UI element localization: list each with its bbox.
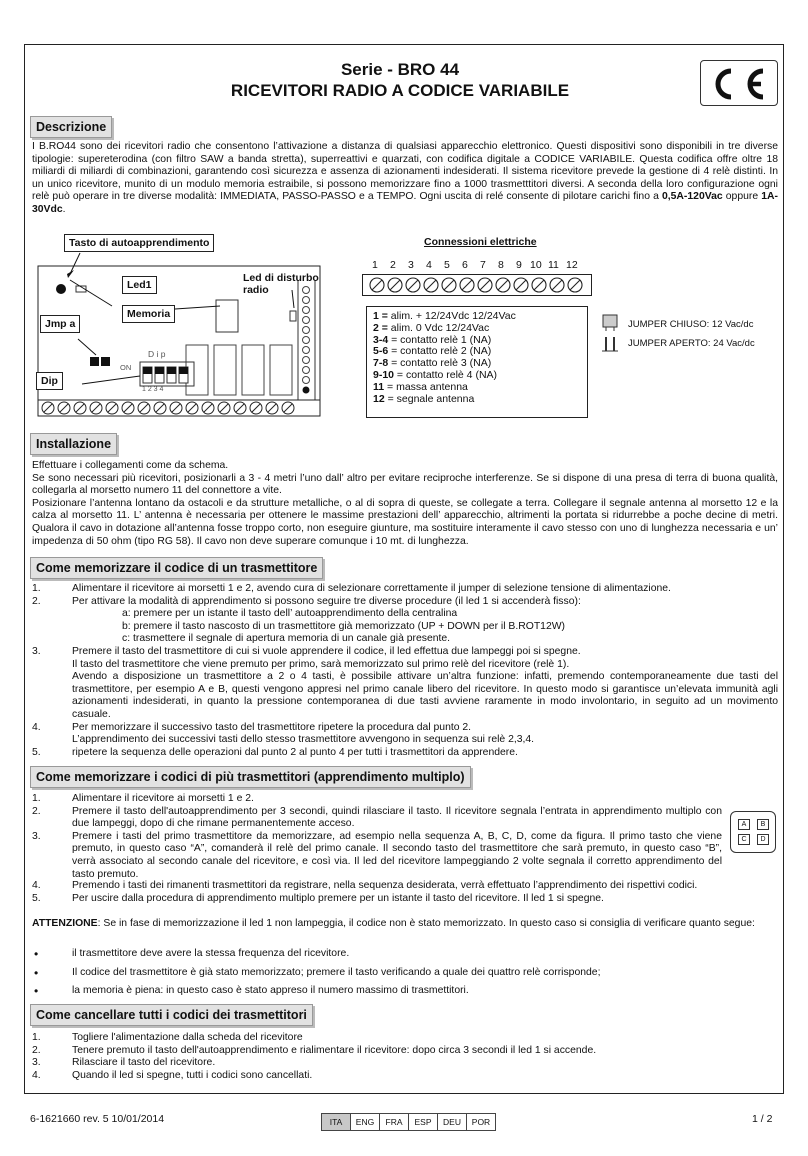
legend-row: 11 = massa antenna	[373, 380, 468, 393]
store-multiple-steps-end: 4. Premendo i tasti dei rimanenti trasmettitori da registrare, nella sequenza desiderata, verrà effettuato l’apprendimento dei rispettivi codici. 5. Per uscire dalla procedura di apprendimento multiplo premere per un istante il tasto del ricevitore. Il led 1 si spegne.	[32, 880, 698, 904]
delete-step: 3. Rilasciare il tasto del ricevitore.	[32, 1057, 216, 1069]
dip-on-label: ON	[120, 363, 132, 372]
section-heading-store-multiple: Come memorizzare i codici di più trasmettitori (apprendimento multiplo)	[30, 766, 471, 788]
terminal-number: 11	[548, 259, 559, 271]
dip-caption: D i p	[148, 349, 166, 359]
terminal-number: 4	[426, 259, 432, 271]
callout-led1: Led1	[122, 276, 157, 294]
legend-row: 12 = segnale antenna	[373, 392, 475, 405]
remote-key-a: A	[738, 819, 750, 830]
page-title: RICEVITORI RADIO A CODICE VARIABILE	[230, 81, 570, 100]
terminal-number: 10	[530, 259, 542, 271]
terminal-number: 12	[566, 259, 578, 271]
section-heading-store-single: Come memorizzare il codice di un trasmettitore	[30, 557, 323, 579]
ce-mark-logo	[700, 60, 778, 106]
dip-numbers: 1 2 3 4	[142, 386, 164, 393]
terminal-number: 2	[390, 259, 396, 271]
terminal-number: 5	[444, 259, 450, 271]
jumper-closed-note: JUMPER CHIUSO: 12 Vac/dc	[628, 319, 754, 330]
delete-step: 2. Tenere premuto il tasto dell'autoapprendimento e rialimentare il ricevitore: dopo circa 3 secondi il led 1 si accende.	[32, 1044, 597, 1056]
callout-memory: Memoria	[122, 305, 175, 323]
terminal-number: 1	[372, 259, 378, 271]
terminal-number: 7	[480, 259, 486, 271]
checklist-item: • il trasmettitore deve avere la stessa frequenza del ricevitore.	[34, 947, 350, 961]
legend-row: 1 = alim. + 12/24Vdc 12/24Vac	[373, 310, 516, 322]
store-single-steps: 1. Alimentare il ricevitore ai morsetti 1 e 2, avendo cura di selezionare correttamente il jumper di selezione tensione di alimentazione. 2. Per attivare la modalità di apprendimento si possono seguire tre diverse procedure (il led 1 si accenderà fisso): a: premere per un istante il tasto dell’ autoapprendimento della centralina b: premere il tasto nascosto di un trasmettitore già memorizzato (UP + DOWN per il B.ROT12W) c: trasmettere il segnale di apertura memoria di un canale già presente. 3. Premere il tasto del trasmettitore di cui si vuole apprendere il codice, il led effettua due lampeggi poi si spegne. Il tasto del trasmettitore che viene premuto per primo, sarà memorizzato sul primo relè del ricevitore (relè 1). Avendo a disposizione un trasmettitore a 2 o 4 tasti, è possibile attivare un’altra funzione: infatti, premendo contemporaneamente due tasti del trasmettitore, per esempio A e B, questi vengono appresi nel primo canale libero del ricevitore. In questo modo si garantisce un’elevata immunità agli azionamenti indesiderati, in quanto la pressione contemporanea di due tasti avviene raramente in modo involontario, in seguito ad un movimento casuale. 4. Per memorizzare il successivo tasto del trasmettitore ripetere la procedura dal punto 2. L’apprendimento dei successivi tasti dello stesso trasmettitore avvengono in sequenza sui relè 2,3,4. 5. ripetere la sequenza delle operazioni dal punto 2 al punto 4 per tutti i trasmettitori da apprendere.	[32, 583, 778, 758]
checklist-item: • Il codice del trasmettitore è già stato memorizzato; premere il tasto verificando a quale dei quattro relè corrisponde;	[34, 965, 601, 980]
legend-row: 5-6 = contatto relè 2 (NA)	[373, 345, 492, 358]
language-tab-por[interactable]: POR	[466, 1113, 496, 1131]
legend-row: 7-8 = contatto relè 3 (NA)	[373, 357, 492, 370]
terminal-block	[362, 274, 592, 296]
connections-heading: Connessioni elettriche	[424, 236, 537, 248]
bullet-icon: •	[34, 947, 39, 961]
section-heading-delete-all: Come cancellare tutti i codici dei trasmettitori	[30, 1004, 313, 1026]
language-tab-esp[interactable]: ESP	[408, 1113, 438, 1131]
callout-dip: Dip	[36, 372, 63, 390]
language-selector	[322, 1113, 496, 1131]
delete-all-steps	[32, 1032, 778, 1082]
legend-row: 3-4 = contatto relè 1 (NA)	[373, 333, 492, 346]
section-heading-installazione: Installazione	[30, 433, 117, 455]
terminal-numbers	[364, 259, 590, 272]
bullet-icon: •	[34, 965, 39, 980]
legend-row: 2 = alim. 0 Vdc 12/24Vac	[373, 321, 490, 334]
bullet-icon: •	[34, 984, 39, 999]
terminal-number: 8	[498, 259, 504, 271]
delete-step: 1. Togliere l'alimentazione dalla scheda del ricevitore	[32, 1032, 303, 1043]
description-paragraph: I B.RO44 sono dei ricevitori radio che consentono l’attivazione a distanza di qualsiasi apparecchio elettronico. Questi dispositivi sono disponibili in tre diverse tipologie: supereterodina (con filtro SAW a banda stretta), superreattivi e quarzati, con codifica digitale a CODICE VARIABILE. Questa codifica offre oltre 18 miliardi di miliardi di combinazioni, garantendo così sicurezza e assenza di azionamenti indesiderati. Il sistema ricevitore prevede la gestione di 4 relè distinti. In un unico ricevitore, munito di un modulo memoria estraibile, si possono memorizzare fino a 1000 trasmetttitori diversi. A seconda della loro configurazione ogni relè può operare in tre diverse modalità: IMMEDIATA, PASSO-PASSO e a TEMPO. Ogni uscita di relé consente di pilotare carichi fino a 0,5A-120Vac oppure 1A-30Vdc.	[32, 141, 778, 215]
remote-control-figure	[730, 811, 776, 853]
attention-note: ATTENZIONE: Se in fase di memorizzazione il led 1 non lampeggia, il codice non è stato memorizzato. In questo caso si consiglia di verificare quanto segue:	[32, 918, 755, 929]
language-tab-deu[interactable]: DEU	[437, 1113, 467, 1131]
language-tab-fra[interactable]: FRA	[379, 1113, 409, 1131]
callout-radio-noise-led: Led di disturbo radio	[243, 272, 319, 296]
store-multiple-steps: 1. Alimentare il ricevitore ai morsetti 1 e 2. 2. Premere il tasto dell'autoapprendimento per 3 secondi, quindi rilasciare il tasto. Il ricevitore segnala l’entrata in apprendimento multiplo con due lampeggi, dopo di che rimane permanentemente acceso. 3. Premere i tasti del primo trasmettitore da memorizzare, ad esempio nella sequenza A, B, C, D, come da figura. Il primo tasto che viene premuto, in questo caso “A”, comanderà il relè del primo canale. Il secondo tasto del trasmettitore che sarà premuto, in questo caso “B”, verrà associato al secondo canale del ricevitore, e così via. Il led del ricevitore lampeggiando 2 volte segnala il corretto apprendimento del tasto premuto.	[32, 793, 722, 880]
legend-row: 9-10 = contatto relè 4 (NA)	[373, 368, 498, 381]
language-tab-eng[interactable]: ENG	[350, 1113, 380, 1131]
terminal-number: 9	[516, 259, 522, 271]
callout-jumper: Jmp a	[40, 315, 80, 333]
jumper-open-note: JUMPER APERTO: 24 Vac/dc	[628, 338, 755, 349]
remote-key-c: C	[738, 834, 750, 845]
checklist-item: • la memoria è piena: in questo caso è stato appreso il numero massimo di trasmettitori.	[34, 984, 469, 999]
language-tab-ita[interactable]: ITA	[321, 1113, 351, 1131]
jumper-icons	[600, 313, 622, 357]
terminal-legend	[366, 306, 588, 418]
page-number: 1 / 2	[752, 1113, 773, 1125]
document-code: 6-1621660 rev. 5 10/01/2014	[30, 1113, 165, 1125]
remote-key-d: D	[757, 834, 769, 845]
terminal-number: 6	[462, 259, 468, 271]
section-heading-descrizione: Descrizione	[30, 116, 112, 138]
page-title-series: Serie - BRO 44	[340, 60, 460, 79]
callout-learn-button: Tasto di autoapprendimento	[64, 234, 214, 252]
installation-paragraph: Effettuare i collegamenti come da schema. Se sono necessari più ricevitori, posizionarli a 3 - 4 metri l’uno dall’ altro per evitare reciproche interferenze. Se si dispone di una presa di terra di buona qualità, collegarla al morsetto numero 11 del connettore a vite. Posizionare l’antenna lontano da ostacoli e da strutture metalliche, o al di sopra di queste, se collegate a terra. Collegare il segnale antenna al morsetto 12 e la calza al morsetto 11. L’ antenna è necessaria per ottenere le massime prestazioni dell’ apparecchio, altrimenti la portata si ridurrebbe a poche decine di metri. Qualora il cavo in dotazione all’antenna fosse troppo corto, non eseguire giunture, ma sostituire interamente il cavo stesso con uno di lunghezza necessaria e un’ impedenza di 50 ohm (tipo RG 58). Il cavo non deve superare comunque i 10 mt. di lunghezza.	[32, 460, 778, 547]
delete-step: 4. Quando il led si spegne, tutti i codici sono cancellati.	[32, 1069, 313, 1081]
remote-key-b: B	[757, 819, 769, 830]
attention-checklist	[32, 942, 778, 998]
terminal-number: 3	[408, 259, 414, 271]
